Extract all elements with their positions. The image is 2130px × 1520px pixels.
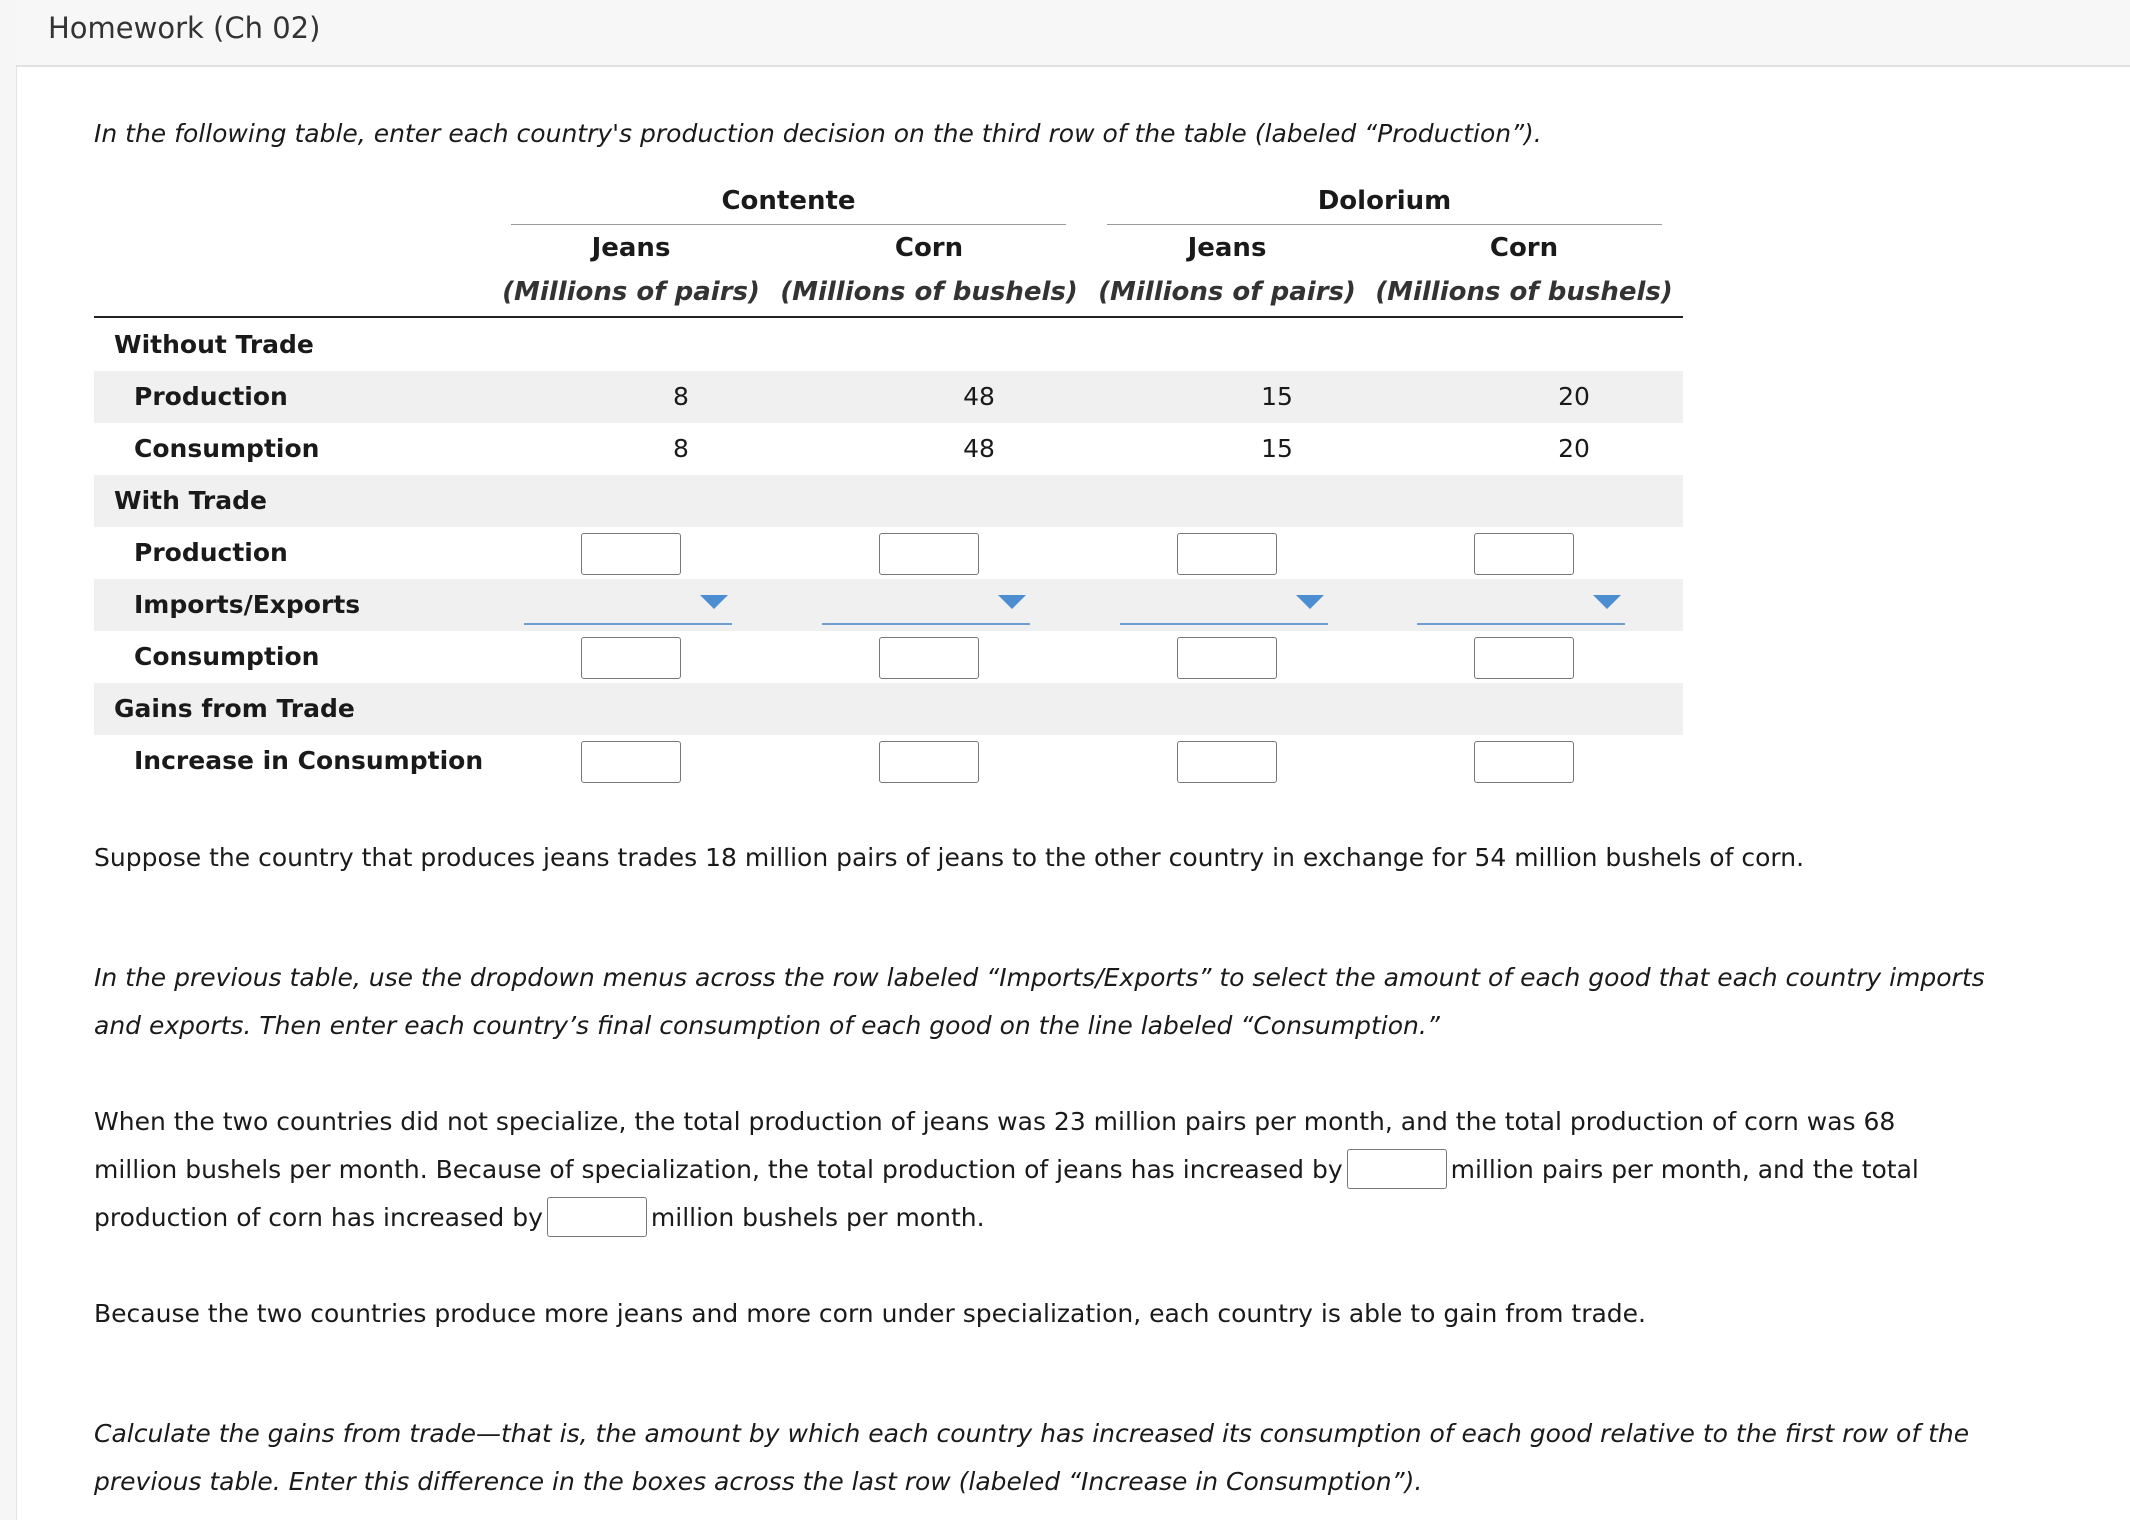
dropdown-arrow-icon xyxy=(998,595,1026,609)
instruction-gains-from-trade: Calculate the gains from trade—that is, the amount by which each country has increased its consumption of each good relative to the first row of the previous table. Enter this difference in the boxes across the last row (labeled “Increase in Consumption”). xyxy=(94,1419,1970,1496)
value-contente-corn-production: 48 xyxy=(963,382,995,411)
country-underline-contente xyxy=(511,224,1066,225)
table-header-rule xyxy=(94,316,1683,318)
column-header-dolorium-jeans: Jeans xyxy=(1187,233,1267,263)
input-contente-corn-increase[interactable] xyxy=(879,741,979,783)
input-dolorium-jeans-increase[interactable] xyxy=(1177,741,1277,783)
country-underline-dolorium xyxy=(1107,224,1662,225)
specialization-question xyxy=(94,1098,1974,1242)
table-row xyxy=(94,735,1683,787)
input-dolorium-corn-consumption[interactable] xyxy=(1474,637,1574,679)
page-header xyxy=(16,0,2130,67)
value-dolorium-corn-consumption: 20 xyxy=(1558,434,1590,463)
row-label-production: Production xyxy=(134,538,288,567)
left-gutter xyxy=(0,0,17,1520)
specialization-text-3: million bushels per month. xyxy=(650,1203,985,1232)
value-dolorium-corn-production: 20 xyxy=(1558,382,1590,411)
column-header-contente-jeans: Jeans xyxy=(591,233,671,263)
value-contente-jeans-consumption: 8 xyxy=(673,434,689,463)
value-contente-jeans-production: 8 xyxy=(673,382,689,411)
input-contente-corn-consumption[interactable] xyxy=(879,637,979,679)
dropdown-contente-corn-imports-exports[interactable] xyxy=(822,589,1030,625)
input-dolorium-corn-increase[interactable] xyxy=(1474,741,1574,783)
table-row xyxy=(94,683,1683,735)
row-label-consumption: Consumption xyxy=(134,434,320,463)
column-unit-contente-jeans: (Millions of pairs) xyxy=(502,277,760,307)
input-contente-jeans-increase[interactable] xyxy=(581,741,681,783)
trade-scenario-text: Suppose the country that produces jeans trades 18 million pairs of jeans to the other country in exchange for 54 million bushels of corn. xyxy=(94,843,1805,872)
input-jeans-production-increase[interactable] xyxy=(1347,1149,1447,1189)
instruction-imports-exports: In the previous table, use the dropdown menus across the row labeled “Imports/Exports” to select the amount of each good that each country imports and exports. Then enter each country’s final consumption of each good on the line labeled “Consumption.” xyxy=(94,963,1985,1040)
dropdown-arrow-icon xyxy=(1296,595,1324,609)
dropdown-dolorium-jeans-imports-exports[interactable] xyxy=(1120,589,1328,625)
group-label-without-trade: Without Trade xyxy=(114,330,314,359)
table-row xyxy=(94,579,1683,631)
dropdown-arrow-icon xyxy=(700,595,728,609)
row-label-consumption: Consumption xyxy=(134,642,320,671)
value-dolorium-jeans-consumption: 15 xyxy=(1261,434,1293,463)
value-contente-corn-consumption: 48 xyxy=(963,434,995,463)
group-label-with-trade: With Trade xyxy=(114,486,267,515)
page-title: Homework (Ch 02) xyxy=(48,11,321,45)
column-unit-contente-corn: (Millions of bushels) xyxy=(780,277,1078,307)
column-unit-dolorium-jeans: (Millions of pairs) xyxy=(1098,277,1356,307)
table-row xyxy=(94,371,1683,423)
group-label-gains-from-trade: Gains from Trade xyxy=(114,694,355,723)
country-header-contente: Contente xyxy=(721,186,856,216)
column-unit-dolorium-corn: (Millions of bushels) xyxy=(1375,277,1673,307)
column-header-dolorium-corn: Corn xyxy=(1489,233,1559,263)
input-dolorium-corn-production[interactable] xyxy=(1474,533,1574,575)
country-header-dolorium: Dolorium xyxy=(1317,186,1452,216)
dropdown-dolorium-corn-imports-exports[interactable] xyxy=(1417,589,1625,625)
table-row xyxy=(94,319,1683,371)
input-contente-jeans-consumption[interactable] xyxy=(581,637,681,679)
table-row xyxy=(94,527,1683,579)
input-contente-jeans-production[interactable] xyxy=(581,533,681,575)
dropdown-arrow-icon xyxy=(1593,595,1621,609)
table-row xyxy=(94,631,1683,683)
row-label-increase-in-consumption: Increase in Consumption xyxy=(134,746,484,775)
value-dolorium-jeans-production: 15 xyxy=(1261,382,1293,411)
gain-explanation-text: Because the two countries produce more jeans and more corn under specialization, each country is able to gain from trade. xyxy=(94,1299,1647,1328)
specialization-text-1: When the two countries did not specialize, the total production of jeans was 23 million pairs per month, and the total production of corn was 68 million bushels per month. Because of specialization, the total production of jeans has increased by xyxy=(94,1107,1896,1184)
row-label-production: Production xyxy=(134,382,288,411)
column-header-contente-corn: Corn xyxy=(894,233,964,263)
input-dolorium-jeans-consumption[interactable] xyxy=(1177,637,1277,679)
specialization-text-2: million pairs per month, and the total production of corn has increased by xyxy=(94,1155,1919,1232)
input-corn-production-increase[interactable] xyxy=(547,1197,647,1237)
input-contente-corn-production[interactable] xyxy=(879,533,979,575)
row-label-imports-exports: Imports/Exports xyxy=(134,590,361,619)
table-row xyxy=(94,423,1683,475)
table-row xyxy=(94,475,1683,527)
dropdown-contente-jeans-imports-exports[interactable] xyxy=(524,589,732,625)
input-dolorium-jeans-production[interactable] xyxy=(1177,533,1277,575)
instruction-production: In the following table, enter each country's production decision on the third row of the table (labeled “Production”). xyxy=(94,119,1542,148)
